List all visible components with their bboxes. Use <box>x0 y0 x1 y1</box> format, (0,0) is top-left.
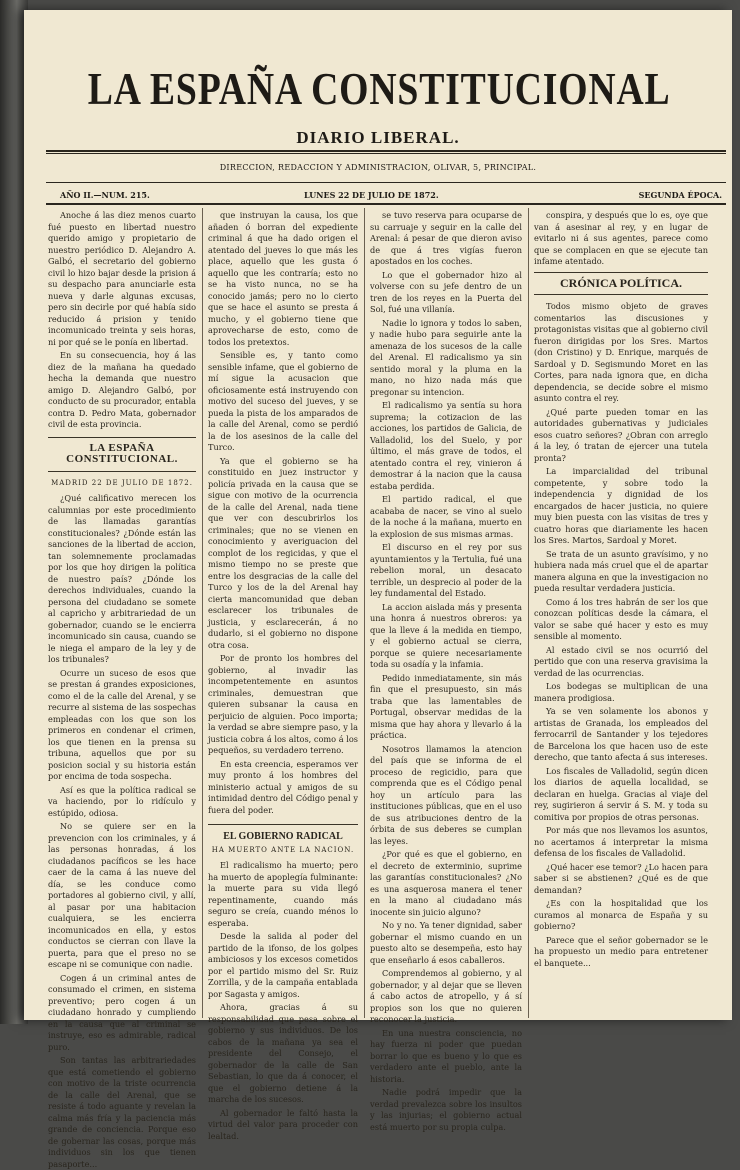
masthead-rule <box>46 150 726 152</box>
paragraph: Como á los tres habrán de ser los que conozcan políticas desde la cámara, el valor se sabe qué hacer y esto es muy sensible al momento. <box>534 596 708 641</box>
paragraph: ¿Qué calificativo merecen los calumnias por este procedimiento de las llamadas garantías constitucionales? ¿Dónde están las sanciones de la libertad de accion, tan solemnemente proclamadas por los que hoy dirigen la política de nuestro país? ¿Dónde los derechos individuales, cuando la persona del ciudadano se somete al capricho y arbitrariedad de un gobernador, cuando se le encierra incomunicado sin causa, cuando se le niega el amparo de la ley y de los tribunales? <box>48 493 196 664</box>
address-line: DIRECCION, REDACCION Y ADMINISTRACION, OLIVAR, 5, PRINCIPAL. <box>219 163 537 172</box>
article-subheading: HA MUERTO ANTE LA NACION. <box>211 845 355 854</box>
paragraph: Por más que nos llevamos los asuntos, no acertamos á interpretar la misma defensa de los fiscales de Valladolid. <box>534 825 708 858</box>
paragraph: Ya que el gobierno se ha constituido en juez instructor y policía privada en la causa que se sigue con motivo de la ocurrencia de la calle del Arenal, nada tiene que ver con descubrirlos los criminales; que no se vienen en conocimiento y averiguacion del complot de los regicidas, y que el mismo tiempo no se preste que entre los desgracias de la calle del Turco y los de la del Arenal hay cierta mancomunidad que deban esclarecer los tribunales de justicia, y esclarecerán, á no dudarlo, si el gobierno no dispone otra cosa. <box>208 455 358 650</box>
issue-date: LUNES 22 DE JULIO DE 1872. <box>304 190 439 200</box>
column-4 <box>534 210 708 1020</box>
column-1 <box>48 210 196 1169</box>
paragraph: El radicalismo ha muerto; pero ha muerto de apoplegía fulminante: la muerte para su vida llegó repentinamente, cuando más seguro se creía, cuando ménos lo esperaba. <box>208 860 358 928</box>
paragraph: Cogen á un criminal antes de consumado el crimen, en sistema preventivo; pero cogen á un ciudadano honrado y cumpliendo en la causa que al criminal se instruye, eso es admirable, radical puro. <box>48 972 196 1052</box>
paragraph: Los fiscales de Valladolid, según dicen los diarios de aquella localidad, se declaran en huelga. Gracias al viaje del rey, sugirieron á servir á S. M. y toda su comitiva por propios de otras personas. <box>534 765 708 822</box>
paragraph: Sensible es, y tanto como sensible infame, que el gobierno de mí sigue la acusacion que oficiosamente está instruyendo con motivo del suceso del jueves, y se pueda la pista de los amparados de la calle del Arenal, como se perdió la de los asesinos de la calle del Turco. <box>208 350 358 452</box>
paragraph: Los bodegas se multiplican de una manera prodigiosa. <box>534 681 708 703</box>
paragraph: Ahora, gracias á su responsabilidad que pesa sobre el gobierno y sus individuos. De los cabos de la mañana ya sea el presidente del Consejo, el gobernador de la calle de San Sebastian, lo que da á conocer, el que el gobierno detiene á la marcha de los sucesos. <box>208 1002 358 1104</box>
paragraph: Nosotros llamamos la atencion del país que se informa de el proceso de regicidio, para que comprenda que es el Código penal hoy un artículo para las instituciones públicas, que en el uso de sus atribuciones dentro de la órbita de sus deberes se cumplan las leyes. <box>370 743 522 846</box>
paragraph: La imparcialidad del tribunal competente, y sobre todo la independencia y dignidad de los encargados de hacer justicia, no quiere muy bien puesta con las visitas de tres y cuatro horas que diariamente les hacen los Sres. Martos, Sardoal y Moret. <box>534 466 708 545</box>
paragraph: Pedido inmediatamente, sin más fin que el presupuesto, sin más traba que las lamentables de Portugal, observar medidas de la misma que hay ahora y llevarlo á la práctica. <box>370 672 522 740</box>
paragraph: Son tantas las arbitrariedades que está cometiendo el gobierno con motivo de la triste ocurrencia de la calle del Arenal, que se resiste á todo aguante y revelan la calma más fría y la paciencia más grande de conciencia. Porque eso de gobernar las cosas, porque más individuos sin los que tienen pasaporte... <box>48 1055 196 1169</box>
paragraph: Anoche á las diez menos cuarto fué puesto en libertad nuestro querido amigo y propietario de nuestro periódico D. Alejandro A. Galbó, el secretario del gobierno civil lo hizo bajar desde la prision á su despacho para anunciarle esta nueva y darle algunas excusas, pero sin decirle por qué había sido reducido á prision y tenido incomunicado treinta y seis horas, ni por qué se le ponía en libertad. <box>48 210 196 347</box>
column-divider <box>528 208 529 1018</box>
paragraph: ¿Es con la hospitalidad que los curamos al monarca de España y su gobierno? <box>534 898 708 931</box>
column-2 <box>208 210 358 1141</box>
issue-epoch: SEGUNDA ÉPOCA. <box>638 190 722 200</box>
paragraph: Al estado civil se nos ocurrió del pertido que con una reserva gravisima la verdad de las ocurrencias. <box>534 644 708 678</box>
info-rule <box>46 203 726 205</box>
section-heading: CRÓNICA POLÍTICA. <box>534 272 708 296</box>
newspaper-page <box>24 10 732 1169</box>
paragraph: se tuvo reserva para ocuparse de su carruaje y seguir en la calle del Arenal: á pesar de que dieron aviso de que á tres vigías fueron apostados en los coches. <box>370 210 522 266</box>
paragraph: Nadie podrá impedir que la verdad prevalezca sobre los insultos y las injurias; el gobierno actual está muerto por su propia culpa. <box>370 1087 522 1132</box>
paragraph: Desde la salida al poder del partido de la ifonso, de los golpes ambiciosos y los excesos cometidos por el partido mismo del Sr. Ruiz Zorrilla, y de la campaña entablada por Sagasta y amigos. <box>208 931 358 999</box>
article-heading: EL GOBIERNO RADICAL <box>208 824 358 843</box>
paragraph: ¿Qué hacer ese temor? ¿Lo hacen para saber si se abstienen? ¿Qué es de que demandan? <box>534 861 708 895</box>
paragraph: No y no. Ya tener dignidad, saber gobernar el mismo cuando en un puesto alto se desempeña, esto hay que enseñarlo á esos caballeros. <box>370 920 522 965</box>
paragraph: Por de pronto los hombres del gobierno, al invadir las incompetentemente en asuntos criminales, demuestran que quieren subsanar la causa en perjuicio de alguien. Poco importa; la verdad se abre siempre paso, y la justicia cobra á los altos, como á los pequeños, su verdadero terreno. <box>208 653 358 755</box>
column-divider <box>202 208 203 1018</box>
paragraph: que instruyan la causa, los que añaden ó borran del expediente criminal á que ha dado origen el atentado del jueves lo que más les place, aquello que les gusta ó aquello que les contraría; esto no se ha visto nunca, no se ha conocido jamás; pero no lo cierto que se hace el asunto se presta á mucho, y el gobierno tiene que aprovecharse de esto, como de todos los pretextos. <box>208 210 358 347</box>
paragraph: Todos mismo objeto de graves comentarios las discusiones y protagonistas visitas que al gobierno civil fueron dirigidas por los Sres. Martos (don Cristino) y D. Enrique, marqués de Sardoal y D. Segismundo Moret en las Cortes, para nada ignora que, en dicha dependencia, se decide sobre el mismo asunto contra el rey. <box>534 301 708 403</box>
masthead-rule-thin <box>46 153 726 154</box>
paragraph: ¿Por qué es que el gobierno, en el decreto de exterminio, suprime las garantías constitucionales? ¿No es una asquerosa manera el tener en la mano al ciudadano más inocente sin juicio alguno? <box>370 849 522 917</box>
newspaper-title: LA ESPAÑA CONSTITUCIONAL <box>87 63 671 114</box>
paragraph: Ya se ven solamente los abonos y artistas de Granada, los empleados del ferrocarril de Santander y los tejedores de Barcelona los que hacen uso de este derecho, que tanto afecta á sus intereses. <box>534 706 708 762</box>
dateline: MADRID 22 DE JULIO DE 1872. <box>51 478 193 487</box>
paragraph: ¿Qué parte pueden tomar en las autoridades gubernativas y judiciales esos cuatro señores? ¿Obran con arreglo á la ley, ó tratan de ejercer una tutela pronta? <box>534 406 708 463</box>
paragraph: El radicalismo ya sentía su hora suprema; la cotizacion de las acciones, los partidos de Galicia, de Valladolid, los del Suelo, y por último, el más grave de todos, el atentado contra el rey, vinieron á demostrar á la nacion que la causa estaba perdida. <box>370 400 522 491</box>
paragraph: El partido radical, el que acababa de nacer, se vino al suelo de la noche á la mañana, muerto en la explosion de sus mismas armas. <box>370 494 522 539</box>
paragraph: Ocurre un suceso de esos que se prestan á grandes exposiciones, como el de la calle del Arenal, y se recurre al sistema de las sospechas empleadas con los que son los primeros en condenar el crimen, los que tienen en la prensa su tribuna, aquellos que por su posicion social y su historia están por encima de toda sospecha. <box>48 667 196 781</box>
paragraph: conspira, y después que lo es, oye que van á asesinar al rey, y en lugar de evitarlo ni á sus agentes, parece como que se complacen en que se ejecute tan infame atentado. <box>534 210 708 266</box>
column-divider <box>364 208 365 1018</box>
paragraph: Así es que la política radical se va haciendo, por lo ridículo y estúpido, odiosa. <box>48 784 196 818</box>
paragraph: El discurso en el rey por sus ayuntamientos y la Tertulia, fué una rebelion moral, un desacato terrible, un desprecio al poder de la ley fundamental del Estado. <box>370 542 522 598</box>
paragraph: La accion aislada más y presenta una honra á nuestros obreros: ya que la lleve á la medida en tiempo, y el gobierno actual se cierra, porque se quiere necesariamente toda su osadía y la infamia. <box>370 601 522 669</box>
paragraph: Parece que el señor gobernador se le ha propuesto un medio para entretener el banquete... <box>534 934 708 968</box>
section-heading: LA ESPAÑA CONSTITUCIONAL. <box>48 437 196 472</box>
column-3 <box>370 210 522 1132</box>
paragraph: Al gobernador le faltó hasta la virtud del valor para proceder con lealtad. <box>208 1107 358 1141</box>
paragraph: Comprendemos al gobierno, y al gobernador, y al dejar que se lleven á cabo actos de atropello, y á sí propios son los que no quieren reconocer la justicia. <box>370 968 522 1024</box>
paragraph: Se trata de un asunto gravísimo, y no hubiera nada más cruel que el de apartar manera alguna en que la investigacion no pueda resultar verdadera justicia. <box>534 548 708 593</box>
issue-number: AÑO II.—NUM. 215. <box>60 190 150 200</box>
paragraph: En su consecuencia, hoy á las diez de la mañana ha quedado hecha la demanda que nuestro amigo D. Alejandro Galbó, por conducto de su procurador, entabla contra D. Pedro Mata, gobernador civil de esta provincia. <box>48 350 196 429</box>
newspaper-subtitle: DIARIO LIBERAL. <box>296 128 460 147</box>
address-rule <box>46 182 726 183</box>
paragraph: No se quiere ser en la prevencion con los criminales, y á las personas honradas, á los ciudadanos pacíficos se les hace caer de la cama á las nueve del día, se les conduce como portadores al gobierno civil, y allí, al pasar por una habitacion cualquiera, se les encierra incomunicados en ella, y estos conductos se cierran con llave la puerta, para que el preso no se escape ni se comunique con nadie. <box>48 821 196 969</box>
paragraph: Lo que el gobernador hizo al volverse con su jefe dentro de un tren de los reyes en la Puerta del Sol, fué una villanía. <box>370 269 522 314</box>
paragraph: En una nuestra consciencia, no hay fuerza ni poder que puedan borrar lo que es bueno y lo que es verdadero ante el pueblo, ante la historia. <box>370 1027 522 1084</box>
paragraph: Nadie lo ignora y todos lo saben, y nadie hubo para seguirle ante la amenaza de los sucesos de la calle del Arenal. El radicalismo ya sin sentido moral y la pluma en la mano, no hizo nada más que pregonar su intencion. <box>370 317 522 397</box>
paragraph: En esta creencia, esperamos ver muy pronto á los hombres del ministerio actual y amigos de su intimidad dentro del Código penal y fuera del poder. <box>208 758 358 815</box>
